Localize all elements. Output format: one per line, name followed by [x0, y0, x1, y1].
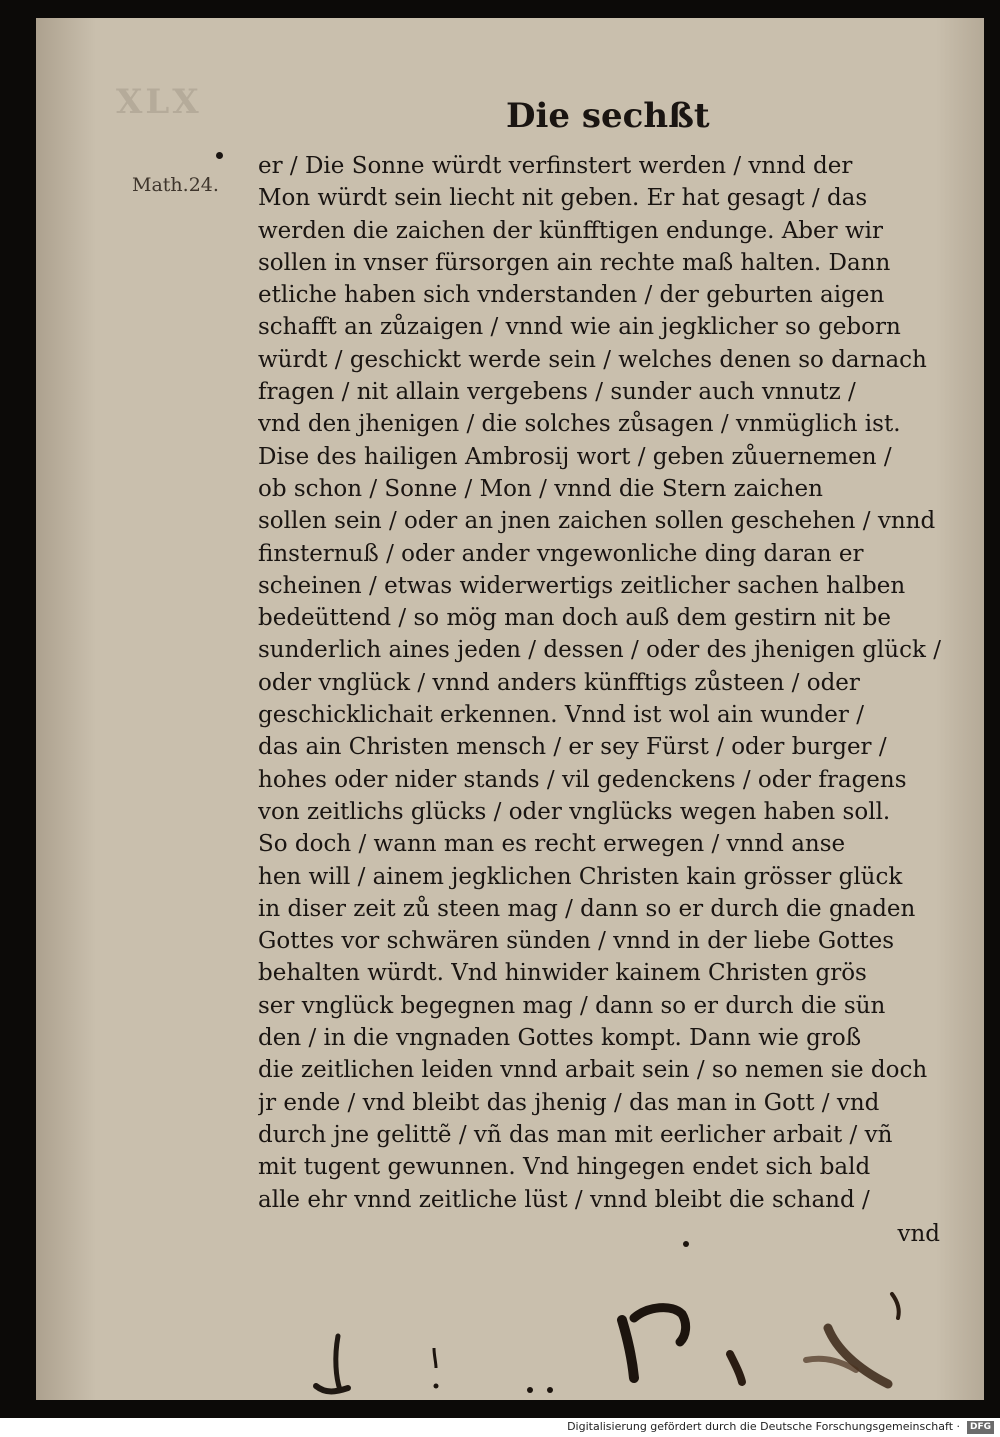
- text-line: er / Die Sonne würdt verfinstert werden / vnnd der: [258, 153, 853, 179]
- text-line: oder vnglück / vnnd anders künfftigs zůsteen / oder: [258, 669, 860, 696]
- scanned-page: [36, 18, 984, 1400]
- catchword: vnd: [897, 1221, 940, 1247]
- text-line: sollen in vnser fürsorgen ain rechte maß halten. Dann: [258, 249, 891, 276]
- text-line: hohes oder nider stands / vil gedenckens / oder fragens: [258, 766, 907, 793]
- text-line: schafft an zůzaigen / vnnd wie ain jegklicher so geborn: [258, 314, 901, 341]
- text-line: ser vnglück begegnen mag / dann so er durch die sün: [258, 992, 886, 1019]
- text-line: behalten würdt. Vnd hinwider kainem Christen grös: [258, 960, 867, 987]
- text-line: Gottes vor schwären sünden / vnnd in der liebe Gottes: [258, 928, 895, 955]
- text-line: sunderlich aines jeden / dessen / oder des jhenigen glück /: [258, 637, 941, 664]
- funding-notice: Digitalisierung gefördert durch die Deutsche Forschungsgemeinschaft ·: [567, 1420, 960, 1433]
- running-head: Die sechßt: [506, 96, 710, 136]
- text-line: finsternuß / oder ander vngewonliche ding daran er: [258, 540, 864, 567]
- text-line: Mon würdt sein liecht nit geben. Er hat gesagt / das: [258, 185, 868, 212]
- text-line: hen will / ainem jegklichen Christen kain grösser glück: [258, 863, 903, 890]
- text-line: alle ehr vnnd zeitliche lüst / vnnd bleibt die schand /: [258, 1186, 870, 1213]
- text-line: bedeüttend / so mög man doch auß dem gestirn nit be: [258, 605, 891, 632]
- text-line: von zeitlichs glücks / oder vnglücks wegen haben soll.: [258, 798, 891, 825]
- text-line: etliche haben sich vnderstanden / der geburten aigen: [258, 282, 885, 309]
- text-line: vnd den jhenigen / die solches zůsagen / vnmüglich ist.: [258, 411, 901, 438]
- footer-bar: [0, 1418, 1000, 1437]
- text-line: sollen sein / oder an jnen zaichen sollen geschehen / vnnd: [258, 508, 936, 535]
- text-line: in diser zeit zů steen mag / dann so er durch die gnaden: [258, 895, 916, 922]
- text-line: mit tugent gewunnen. Vnd hingegen endet sich bald: [258, 1154, 871, 1181]
- text-line: das ain Christen mensch / er sey Fürst / oder burger /: [258, 734, 887, 761]
- marginal-note: Math.24.: [132, 174, 219, 196]
- text-line: würdt / geschickt werde sein / welches denen so darnach: [258, 346, 927, 373]
- text-line: geschicklichait erkennen. Vnnd ist wol ain wunder /: [258, 702, 864, 729]
- text-line: Dise des hailigen Ambrosij wort / geben zůuernemen /: [258, 443, 892, 470]
- dfg-logo: DFG: [967, 1421, 994, 1434]
- text-line: den / in die vngnaden Gottes kompt. Dann wie groß: [258, 1025, 862, 1052]
- text-line: durch jne gelittẽ / vñ das man mit eerlicher arbait / vñ: [258, 1121, 893, 1148]
- text-line: So doch / wann man es recht erwegen / vnnd anse: [258, 831, 846, 858]
- text-line: jr ende / vnd bleibt das jhenig / das man in Gott / vnd: [258, 1089, 880, 1116]
- text-line: scheinen / etwas widerwertigs zeitlicher sachen halben: [258, 572, 906, 599]
- text-line: fragen / nit allain vergebens / sunder auch vnnutz /: [258, 379, 856, 406]
- text-line: die zeitlichen leiden vnnd arbait sein / so nemen sie doch: [258, 1057, 928, 1084]
- text-line: ob schon / Sonne / Mon / vnnd die Stern zaichen: [258, 475, 823, 502]
- ink-stains: [36, 18, 984, 1400]
- folio-number: XLX: [116, 82, 202, 122]
- text-line: werden die zaichen der künfftigen endunge. Aber wir: [258, 217, 883, 244]
